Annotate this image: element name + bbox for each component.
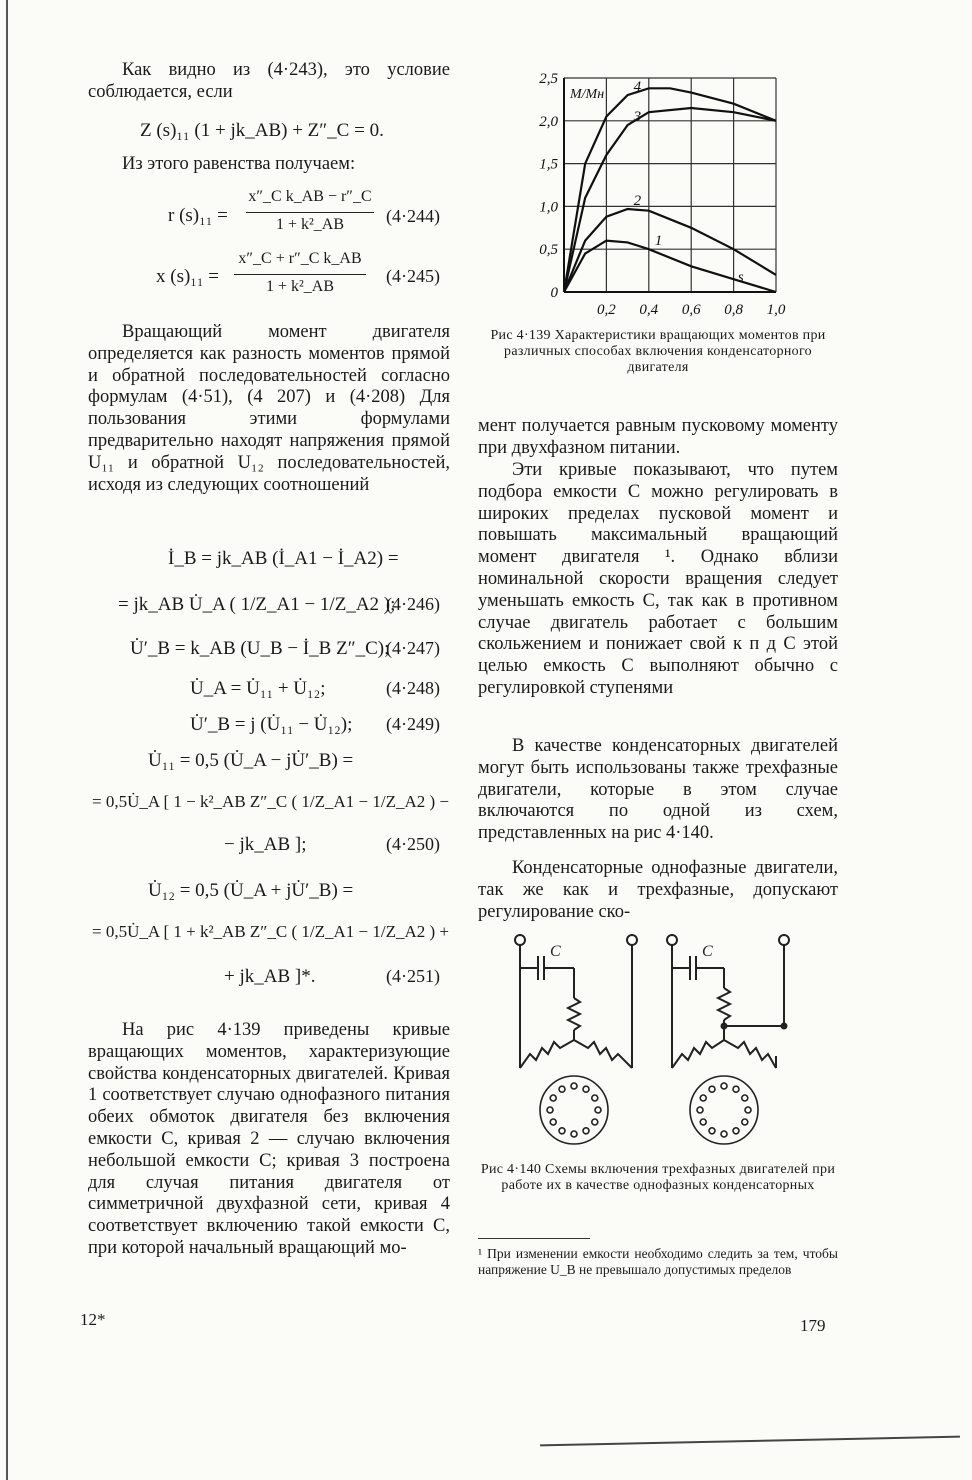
y-tick-label: 2,5	[539, 71, 558, 87]
equation-251c: + jk_AB ]*.	[224, 966, 316, 987]
paragraph: Вращающий момент двигателя определяется как разность моментов прямой и обратной последовательностей согласно формулам (4·51), (4 207) и (4·208) Для пользования этими формулами предварительно находят напряжения прямой U₁₁ и обратной U₁₂ последовательностей, исходя из следующих соотношений	[88, 322, 450, 495]
equation-number: (4·251)	[386, 966, 440, 986]
y-tick-label: 1,0	[539, 199, 558, 216]
paragraph: На рис 4·139 приведены кривые вращающих моментов, характеризующие свойства конденсаторных двигателей. Кривая 1 соответствует случаю однофазного питания обеих обмоток двигателя без включения емкости C, кривая 2 — случаю включения небольшой емкости C; кривая 3 построена для случая питания двигателя от симметричной двухфазной сети, кривая 4 соответствует включению такой емкости C, при которой начальный вращающий мо-	[88, 1020, 450, 1258]
stator-slot	[742, 1095, 748, 1101]
equation-250c: − jk_AB ];	[224, 834, 307, 855]
paragraph: Из этого равенства получаем:	[122, 154, 356, 174]
stator-slot	[733, 1128, 739, 1134]
stator-slot	[709, 1128, 715, 1134]
stator-slot	[745, 1107, 751, 1113]
stator-slot	[547, 1107, 553, 1113]
y-tick-label: 0	[550, 285, 558, 301]
x-tick-label: 0,2	[597, 302, 616, 318]
stator-slot	[700, 1119, 706, 1125]
x-tick-label: 0,8	[724, 302, 743, 318]
equation-251b: = 0,5U̇_A [ 1 + k²_AB Z″_C ( 1/Z_A1 − 1/Z_A2 ) +	[92, 922, 449, 941]
figure-139-caption: Рис 4·139 Характеристики вращающих моментов при различных способах включения конденсаторного двигателя	[490, 328, 826, 375]
series-2-label: 2	[633, 192, 642, 209]
equation-244-numerator: x″_C k_AB − r″_C	[248, 188, 372, 205]
page-edge	[6, 0, 8, 1480]
stator-slot	[733, 1086, 739, 1092]
stator-slot	[709, 1086, 715, 1092]
series-1-label: 1	[654, 233, 663, 250]
signature-mark: 12*	[80, 1310, 106, 1329]
equation-246a: İ_B = jk_AB (İ_A1 − İ_A2) =	[168, 548, 399, 569]
equation-249: U̇′_B = j (U̇₁₁ − U̇₁₂);	[190, 714, 353, 735]
stator-left	[540, 1076, 608, 1144]
equation-number: (4·246)	[386, 594, 440, 614]
equation-number: (4·250)	[386, 834, 440, 854]
torque-characteristics-chart	[520, 64, 800, 326]
paragraph: Конденсаторные однофазные двигатели, так же как и трехфазные, допускают регулирование ско-	[478, 858, 838, 922]
circuit-left	[515, 935, 637, 1068]
stator-slot	[742, 1119, 748, 1125]
circuit-right	[667, 935, 789, 1068]
stator-slot	[592, 1095, 598, 1101]
stator-slot	[592, 1119, 598, 1125]
stator-slot	[583, 1128, 589, 1134]
stator-slot	[583, 1086, 589, 1092]
equation-244-lhs: r (s)₁₁ =	[168, 205, 228, 226]
figure-140-circuits	[500, 928, 820, 1150]
equation-245-denominator: 1 + k²_AB	[265, 278, 335, 295]
left-column	[88, 60, 450, 104]
equation-246b: = jk_AB U̇_A ( 1/Z_A1 − 1/Z_A2 );	[118, 594, 396, 615]
stator-slot	[550, 1119, 556, 1125]
equation-250b: = 0,5U̇_A [ 1 − k²_AB Z″_C ( 1/Z_A1 − 1/Z_A2 ) −	[92, 792, 449, 811]
stator-slot	[595, 1107, 601, 1113]
equation-247: U̇′_B = k_AB (U_B − İ_B Z″_C);	[130, 638, 390, 659]
stator-slot	[571, 1131, 577, 1137]
equation-244-denominator: 1 + k²_AB	[275, 216, 345, 233]
paragraph: Как видно из (4·243), это условие соблюдается, если	[88, 60, 450, 102]
chart-ticks	[539, 71, 786, 318]
stator-slot	[559, 1128, 565, 1134]
equation-245-lhs: x (s)₁₁ =	[156, 266, 220, 287]
fraction-bar	[234, 274, 366, 275]
fraction-bar	[246, 212, 374, 213]
x-axis-label: s	[737, 269, 744, 286]
stator-right	[690, 1076, 758, 1144]
series-4-line	[564, 88, 776, 292]
stator-slot	[571, 1083, 577, 1089]
paragraph: Эти кривые показывают, что путем подбора емкости C можно регулировать в широких пределах пусковой момент и повышать максимальный вращающий момент двигателя ¹. Однако вблизи номинальной скорости вращения следует уменьшать емкость C, так как в противном случае двигатель работает с большим скольжением и понижает свой к п д С этой целью емкость C выполняют обычно с регулировкой ступенями	[478, 460, 838, 698]
stator-slot	[721, 1083, 727, 1089]
series-3-line	[564, 108, 776, 292]
paragraph: В качестве конденсаторных двигателей могут быть использованы также трехфазные двигатели, которые в этом случае включаются по одной из схем, представленных на рис 4·140.	[478, 736, 838, 844]
x-tick-label: 0,4	[639, 302, 659, 318]
equation-248: U̇_A = U̇₁₁ + U̇₁₂;	[190, 678, 326, 699]
stator-slot	[550, 1095, 556, 1101]
figure-140-caption: Рис 4·140 Схемы включения трехфазных двигателей при работе их в качестве однофазных конденсаторных	[480, 1162, 836, 1193]
equation-number: (4·247)	[386, 638, 440, 658]
y-tick-label: 2,0	[539, 113, 558, 130]
page-edge	[540, 1436, 960, 1447]
y-axis-label: M/Mн	[570, 87, 605, 102]
equation-250a: U̇₁₁ = 0,5 (U̇_A − jU̇′_B) =	[148, 750, 354, 771]
series-4-label: 4	[633, 79, 642, 96]
chart-series	[564, 88, 776, 292]
equation-number: (4·249)	[386, 714, 440, 734]
x-tick-label: 1,0	[766, 302, 786, 318]
series-1-line	[564, 241, 776, 292]
page-number: 179	[800, 1316, 826, 1335]
paragraph: мент получается равным пусковому моменту при двухфазном питании.	[478, 416, 838, 458]
footnote-rule	[478, 1238, 590, 1239]
x-tick-label: 0,6	[681, 302, 701, 318]
capacitor-label: C	[550, 943, 561, 960]
stator-slot	[700, 1095, 706, 1101]
y-tick-label: 0,5	[539, 242, 558, 259]
equation-condition: Z (s)₁₁ (1 + jk_AB) + Z″_C = 0.	[140, 120, 384, 141]
equation-number: (4·244)	[386, 206, 440, 226]
footnote: ¹ При изменении емкости необходимо следить за тем, чтобы напряжение U_B не превышало допустимых пределов	[478, 1246, 838, 1277]
capacitor-label: C	[702, 943, 713, 960]
equation-number: (4·248)	[386, 678, 440, 698]
stator-slot	[721, 1131, 727, 1137]
series-3-label: 3	[633, 109, 642, 126]
stator-slot	[559, 1086, 565, 1092]
stator-slot	[697, 1107, 703, 1113]
series-2-line	[564, 209, 776, 292]
y-tick-label: 1,5	[539, 156, 558, 173]
equation-251a: U̇₁₂ = 0,5 (U̇_A + jU̇′_B) =	[148, 880, 354, 901]
equation-number: (4·245)	[386, 266, 440, 286]
equation-245-numerator: x″_C + r″_C k_AB	[238, 250, 362, 267]
